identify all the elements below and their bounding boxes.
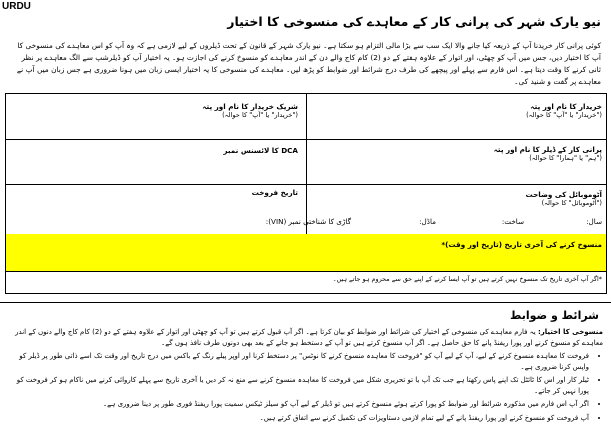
co-buyer-name-label: شریک خریدار کا نام اور پتہ <box>202 102 298 111</box>
dealer-name-label: پرانی کار کے ڈیلر کا نام اور پتہ <box>493 145 602 154</box>
list-item: • اگر آپ اس فارم میں مذکورہ شرائط اور ضوابط کو پورا کرتے ہوئے منسوخ کرتے ہیں تو ڈیلر کے لیے آپ کو سیلز ٹیکس سمیت پورا ریفنڈ فوری طور پر دینا ضروری ہے۔ <box>8 399 589 410</box>
form-row-divider <box>6 271 606 272</box>
terms-lead <box>8 327 603 348</box>
list-item: • آپ فروخت کو منسوخ کرنے اور پورا ریفنڈ پانے کے لیے تمام لازمی دستاویزات کی تکمیل کرنے سے اتفاق کرتے ہیں۔ <box>8 413 589 424</box>
buyer-name-label: خریدار کا نام اور پتہ <box>530 102 602 111</box>
vehicle-description-label: آٹوموبائل کی وضاحت <box>525 190 602 199</box>
terms-list <box>8 351 603 423</box>
terms-lead-text: یہ فارم معاہدے کی منسوخی کے اختیار کی شرائط اور ضوابط کو بیان کرتا ہے۔ اگر آپ قبول کرتے ہیں تو آپ کو چھٹی اور اتوار کے علاوہ ہفتے کے دو (2) کام کاج والے دنوں کے اندر معاہدے کو منسوخ کرنے اور پورا ریفنڈ پانے کا حق حاصل ہے۔ اگر آپ منسوخ کرتے ہیں تو آپ کے دستخط ہو جانے کے بعد بھی دونوں طرف نافذ ہوں گے۔ <box>15 328 603 347</box>
co-buyer-name-hint: ("خریدار" یا "آپ" کا حوالہ) <box>222 111 298 119</box>
vin-label: گاڑی کا شناختی نمبر (VIN): <box>265 217 351 226</box>
model-label: ماڈل: <box>419 217 436 226</box>
intro-paragraph: کوئی پرانی کار خریدنا آپ کے ذریعہ کیا جانے والا ایک سب سے بڑا مالی التزام ہو سکتا ہے۔ نیو یارک شہر کے قانون کے تحت ڈیلروں کے لیے لازمی ہے کہ وہ آپ کو اس معاہدے کی منسوخی کا آپ کا اختیار دیں، جس میں آپ کو چھٹی، اور اتوار کے علاوہ ہفتے کے دو (2) کام کاج والے دن کے اندر معاہدے کو منسوخ کرنے کی اجازت ہو۔ یہ اختیار آپ کو ڈیلرشپ سے الگ معاہدے پر نظر ثانی کرنے کا وقت دیتا ہے۔ اس فارم سے پہلے اور پیچھے کی طرف درج شرائط اور ضوابط کو پڑھ لیں۔ معاہدے کی منسوخی کا یہ اختیار ایسی زبان میں ہونا ضروری ہے جس زبان میں آپ نے معاہدے پر گفت و شنید کی۔ <box>16 41 601 86</box>
language-label: URDU <box>2 1 31 12</box>
buyer-name-hint: ("خریدار" یا "آپ" کا حوالہ) <box>526 111 602 119</box>
vehicle-description-hint: ("آٹوموبائل" کا حوالہ) <box>541 199 602 207</box>
form-column-divider <box>306 94 307 234</box>
dealer-name-hint: ("ہم" یا "ہمارا" کا حوالہ) <box>529 154 602 162</box>
document-title: نیو یارک شہر کی پرانی کار کے معاہدے کی منسوخی کا اختیار <box>227 14 601 29</box>
cancellation-deadline-label: منسوخ کرنے کی آخری تاریخ (تاریخ اور وقت)* <box>441 240 602 249</box>
cancellation-deadline-box <box>6 234 606 271</box>
deadline-footnote: *اگر آپ آخری تاریخ تک منسوخ نہیں کرتے ہیں تو آپ ایسا کرنے کے اپنے حق سے محروم ہو جاتے ہیں۔ <box>332 275 602 283</box>
section-divider <box>0 302 611 303</box>
list-item: • ٹیلر کار اور اس کا ٹائٹل تک اپنے پاس رکھتا ہے جب تک آپ یا تو تحریری شکل میں فروخت کا معاہدہ منسوخ کرنے سے منع نہ کر دیں یا آخری تاریخ سے پہلے کاروائی کرنے میں ناکام ہو کر فروخت کو پورا نہیں کر جاتے۔ <box>8 375 589 396</box>
list-item: • فروخت کا معاہدہ منسوخ کرنے کے لیے، آپ کے لیے آپ کو "فروخت کا معاہدہ منسوخ کرنے کا نوٹس" پر دستخط کرنا اور اوپر پیلے رنگ کے باکس میں درج تاریخ اور وقت تک اسے ذاتی طور پر ڈیلر کو واپس کرنا ضروری ہے۔ <box>8 351 589 372</box>
make-label: ساخت: <box>501 217 524 226</box>
dca-license-label: DCA کا لائسنس نمبر <box>223 146 298 155</box>
terms-heading: شرائط و ضوابط <box>509 309 599 322</box>
year-label: سال: <box>586 217 602 226</box>
contract-form <box>5 93 607 294</box>
terms-lead-title: منسوخی کا اختیار: <box>537 328 603 336</box>
sale-date-label: تاریخ فروخت <box>251 188 298 197</box>
terms-body <box>8 327 603 426</box>
